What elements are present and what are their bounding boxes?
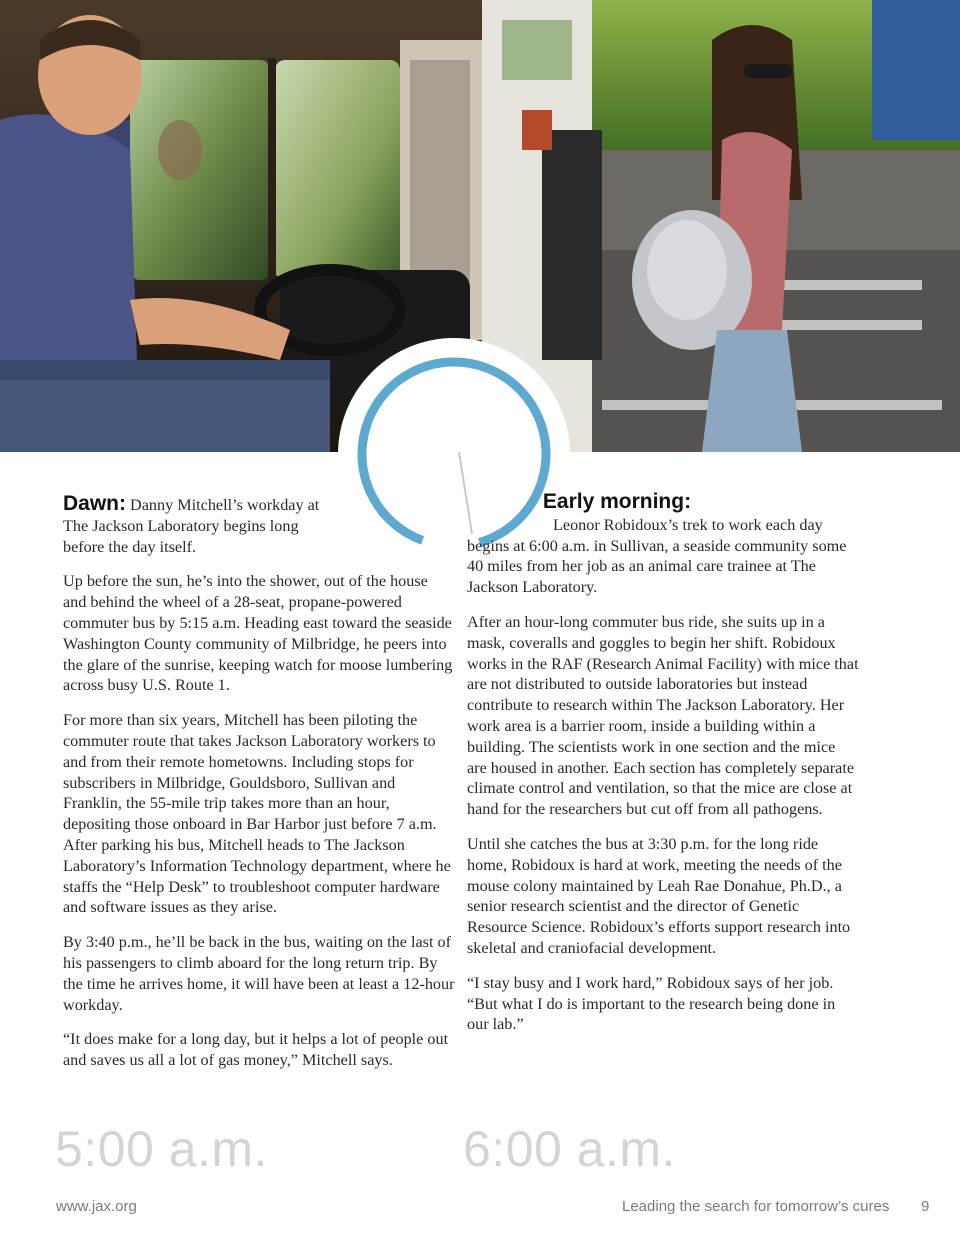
early-morning-intro	[467, 515, 859, 598]
right-paragraph-2: Until she catches the bus at 3:30 p.m. for the long ride home, Robidoux is hard at work, meeting the needs of the mouse colony maintained by Leah Rae Donahue, Ph.D., a senior research scientist and the director of Genetic Resource Science. Robidoux’s efforts support research into skeletal and craniofacial development.	[467, 834, 851, 957]
left-paragraph-2: For more than six years, Mitchell has been piloting the commuter route that takes Jackson Laboratory workers to and from their remote hometowns. Including stops for subscribers in Milbridge, Gouldsboro, Sullivan and Franklin, the 55-mile trip takes more than an hour, depositing those onboard in Bar Harbor just before 7 a.m. After parking his bus, Mitchell heads to The Jackson Laboratory’s Information Technology department, where he staffs the “Help Desk” to troubleshoot computer hardware and software issues as they arise.	[63, 711, 451, 917]
time-label-6am: 6:00 a.m.	[463, 1121, 676, 1177]
page-number: 9	[921, 1198, 930, 1215]
footer-url[interactable]: www.jax.org	[56, 1198, 137, 1215]
dawn-heading: Dawn:	[63, 492, 126, 515]
right-paragraph-3: “I stay busy and I work hard,” Robidoux says of her job. “But what I do is important to the research being done in our lab.”	[467, 973, 836, 1034]
time-label-5am: 5:00 a.m.	[55, 1121, 268, 1177]
left-article-column	[63, 494, 455, 1085]
left-paragraph-1: Up before the sun, he’s into the shower, out of the house and behind the wheel of a 28-seat, propane-powered commuter bus by 5:15 a.m. Heading east toward the seaside Washington County community of Milbridge, he peers into the glare of the sunrise, keeping watch for moose lumbering across busy U.S. Route 1.	[63, 572, 453, 695]
early-morning-heading: Early morning:	[542, 490, 692, 513]
right-article-column	[467, 492, 859, 1049]
left-paragraph-4: “It does make for a long day, but it helps a lot of people out and saves us all a lot of gas money,” Mitchell says.	[63, 1030, 449, 1070]
left-paragraph-3: By 3:40 p.m., he’ll be back in the bus, waiting on the last of his passengers to climb aboard for the long return trip. By the time he arrives home, it will have been at least a 12-hour workday.	[63, 933, 455, 1014]
dawn-intro	[63, 494, 333, 557]
footer-tagline: Leading the search for tomorrow’s cures	[622, 1198, 890, 1215]
early-morning-intro-text: Leonor Robidoux’s trek to work each day begins at 6:00 a.m. in Sullivan, a seaside community some 40 miles from her job as an animal care trainee at The Jackson Laboratory.	[467, 515, 847, 597]
right-paragraph-1: After an hour-long commuter bus ride, she suits up in a mask, coveralls and goggles to begin her shift. Robidoux works in the RAF (Research Animal Facility) with mice that are not distributed to outside laboratories but instead contribute to research within The Jackson Laboratory. Her work area is a barrier room, inside a building within a building. The scientists work in one section and the mice are housed in another. Each section has completely separate climate control and ventilation, so that the mice are close at hand for the researchers but cut off from all pathogens.	[467, 612, 859, 819]
dawn-intro-text: Danny Mitchell’s workday at The Jackson Laboratory begins long before the day itself.	[63, 496, 320, 556]
